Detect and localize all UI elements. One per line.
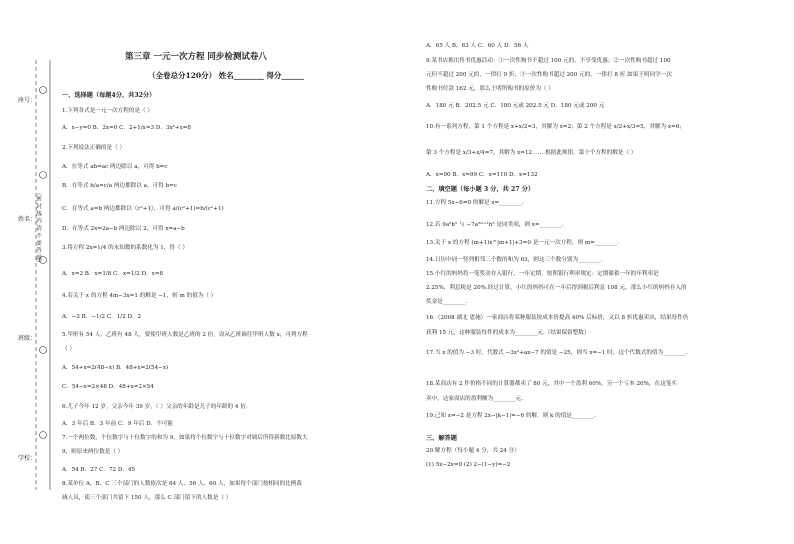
name-label: 姓名： <box>18 216 37 223</box>
question-line: B．在等式 b/a=c/a 两边都除以 a，可得 b=c <box>62 183 177 189</box>
question-line: 性购书付款 162 元，那么王明所购书的原价为（ ） <box>426 86 554 92</box>
question-line: 16.（2008 湖北 恩施）一家商店将某种服装按成本价提高 40% 后标价，又以 8 折优惠卖出，结果每件仍 <box>426 315 689 321</box>
seal-text: （密 封 线 内 请 不 要 答 题） <box>35 190 41 266</box>
question-line: A．x−y=0 B．2x=0 C．2+1/x=3 D．3x²+x=8 <box>62 125 191 131</box>
question-line: A．54 B．27 C．72 D．45 <box>62 467 136 473</box>
question-line: A．−2 B．−1/2 C．1/2 D．2 <box>62 314 142 320</box>
question-line: 12.若 9a⁵b⁵ 与 −7a²ᵐ⁺¹b⁵ 是同类项，则 x=________. <box>426 222 564 228</box>
question-line: 9，则原来两位数是（ ） <box>62 449 124 455</box>
question-line: 奖金是________. <box>426 299 467 305</box>
question-line: 8.某单位 A、B、C 三个部门的人数依次是 84 人、56 人、60 人，如果每个部门按相同的比例裁 <box>62 481 302 487</box>
question-line: 10.有一系列方程，第 1 个方程是 x+x/2=3，其解为 x=2；第 2 个方程是 x/2+x/3=5，其解为 x=6； <box>426 124 685 130</box>
section-heading: 一、选择题（每题4分，共32分） <box>62 92 156 99</box>
question-line: C．在等式 a=b 两边都除以（c²+1），可得 a/(c²+1)=b/(c²+1) <box>62 206 224 212</box>
question-line: A．x=2 B．x=1/8 C．x=1/2 D．x=8 <box>62 271 164 277</box>
question-line: 2.下列说法正确的是（ ） <box>62 145 126 151</box>
question-line: 1.下列各式是一元一次方程的是（ ） <box>62 108 154 114</box>
question-line: 卖中，这家商店的盈利额为________元. <box>426 396 523 402</box>
question-line: A．x=90 B．x=99 C．x=110 D．x=132 <box>426 172 538 178</box>
seal-line <box>30 50 54 510</box>
seat-number-label: 座号： <box>18 97 37 104</box>
school-label: 学校： <box>18 455 37 462</box>
class-label: 班级： <box>18 335 37 342</box>
question-line: A．3 年后 B．3 年前 C．9 年后 D．不可能 <box>62 421 173 427</box>
question-line: 18.某商店有 2 件价格不同的计算器都卖了 80 元，其中一个盈利 60%，另一个亏本 20%，在这笔买 <box>426 381 677 387</box>
question-line: A．在等式 ab=ac 两边除以 a，可得 b=c <box>62 164 168 170</box>
question-line: 4.若关于 x 的方程 4m−3x=1 的解是 −1，则 m 的值为（ ） <box>62 293 217 299</box>
question-line: A．54+x=2(48−x) B．48+x=2(54−x) <box>62 365 169 371</box>
question-line: 17.当 x 的值为 −3 时，代数式 −3x²+ax−7 的值是 −25，则当 x=−1 时，这个代数式的值为________. <box>426 350 688 356</box>
question-line: 第 3 个方程是 x/3+x/4=7，其解为 x=12 ……根据此规律，第十个方程的解是（ ） <box>426 150 637 156</box>
page-title: 第三章 一元一次方程 同步检测试卷八 <box>125 52 267 62</box>
question-line: 13.关于 x 的方程 (m+1)x^|m+1|+3=0 是一元一次方程，则 m=________. <box>426 240 619 246</box>
section-heading: 二、填空题（每小题 3 分，共 27 分） <box>426 186 535 193</box>
question-line: (1) 5x−2x=9 (2) 2−(1−y)=−2 <box>426 462 511 468</box>
question-line: 11.方程 5x−6=0 的解是 x=________. <box>426 200 524 206</box>
question-line: 获利 15 元，这种服装每件的成本为________元.（结果保留整数） <box>426 330 590 336</box>
question-line: 减人员，使三个部门共留下 150 人，那么 C 部门留下的人数是（ ） <box>62 495 232 501</box>
question-line: C．54−x=2×48 D．48+x=2×54 <box>62 384 154 390</box>
question-line: 20.解方程（每小题 4 分，共 24 分） <box>426 448 520 454</box>
question-line: 19.已知 x=−2 是方程 2x−|k−1|=−6 的解，则 k 的值是________. <box>426 413 597 419</box>
question-line: D．在等式 2x=2a−b 两边除以 2，可得 x=a−b <box>62 226 185 232</box>
question-line: 6.儿子今年 12 岁，父亲今年 39 岁，（ ）父亲的年龄是儿子的年龄的 4 倍. <box>62 404 248 410</box>
question-line: A．180 元 B．202.5 元 C．180 元或 202.5 元 D．180 元或 200 元 <box>426 103 605 109</box>
question-line: A．65 人 B．63 人 C．60 人 D．56 人 <box>426 43 529 49</box>
question-line: 14.日历中同一竖列相邻三个数的和为 63，则这三个数分别为________. <box>426 257 603 263</box>
question-line: 2.25%，利息税是 20%.经过计算，小红的妈妈可在一年后得到税后利息 108 元，那么小红的妈妈存入的 <box>426 285 687 291</box>
question-line: 9.某书店推出售书优惠活动：①一次性购书不超过 100 元的，不享受优惠；②一次性购书超过 100 <box>426 58 671 64</box>
score-name-line: （全卷总分120分） 姓名________ 得分______ <box>148 71 304 80</box>
question-line: 元但不超过 200 元的，一律打 9 折；③一次性购书超过 200 元的，一律打 8 折.如果王明同学一次 <box>426 72 672 78</box>
question-line: 5.甲班有 54 人，乙班有 48 人，要使甲班人数是乙班的 2 倍，设从乙班调往甲班人数 x，可列方程 <box>62 332 308 338</box>
question-line: 3.将方程 2x=1/4 的未知数的系数化为 1，得（ ） <box>62 245 188 251</box>
question-line: （ ） <box>62 346 75 352</box>
question-line: 15.小红的妈妈将一笔奖金存入银行，一年定期，按照银行利率规定：定期储蓄一年的年利率是 <box>426 271 659 277</box>
question-line: 7.一个两位数，个位数字与十位数字的和为 9，如果将个位数字与十位数字对调后所得新数比原数大 <box>62 435 308 441</box>
section-heading: 三、解答题 <box>426 435 457 442</box>
